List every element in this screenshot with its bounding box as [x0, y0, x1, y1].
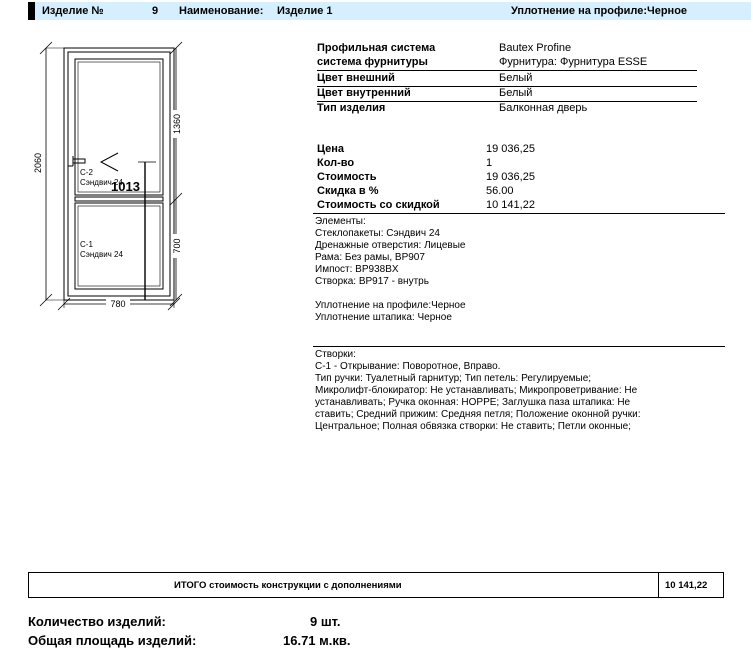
sashes-line: Створки: [315, 349, 356, 360]
spec-value-type: Балконная дверь [499, 102, 588, 114]
elements-line: Уплотнение штапика: Черное [315, 312, 452, 323]
elements-line: Рама: Без рамы, BP907 [315, 252, 425, 263]
spec-label-hardware: система фурнитуры [317, 56, 428, 68]
total-value: 10 141,22 [665, 580, 708, 591]
dim-height-total: 2060 [33, 152, 43, 174]
area-label: Общая площадь изделий: [28, 633, 197, 648]
count-label: Количество изделий: [28, 614, 166, 629]
item-name-label: Наименование: [179, 5, 264, 17]
qty-label: Кол-во [317, 157, 355, 169]
lower-sash-label: С-1 [80, 240, 93, 249]
area-value: 16.71 м.кв. [283, 633, 351, 648]
total-label: ИТОГО стоимость конструкции с дополнениями [174, 580, 402, 591]
sashes-line: устанавливать; Ручка оконная: HOPPE; Заглушка паза штапика: Не [315, 397, 631, 408]
elements-line: Импост: BP938BX [315, 264, 399, 275]
discount-value: 56.00 [486, 185, 514, 197]
elements-line: Створка: BP917 - внутрь [315, 276, 429, 287]
spec-value-hardware: Фурнитура: Фурнитура ESSE [499, 56, 648, 68]
sashes-line: Центральное; Полная обвязка створки: Не ставить; Петли оконные; [315, 421, 631, 432]
sashes-line: ставить; Средний прижим: Средняя петля; Положение оконной ручки: [315, 409, 641, 420]
price-value: 19 036,25 [486, 143, 535, 155]
item-name-value: Изделие 1 [277, 5, 333, 17]
discounted-cost-value: 10 141,22 [486, 199, 535, 211]
sashes-block [315, 349, 640, 433]
qty-value: 1 [486, 157, 493, 169]
sashes-line: С-1 - Открывание: Поворотное, Вправо. [315, 361, 501, 372]
sashes-line: Тип ручки: Туалетный гарнитур; Тип петель: Регулируемые; [315, 373, 592, 384]
spec-value-color-inner: Белый [499, 87, 533, 99]
dim-height-lower: 700 [172, 238, 182, 254]
handle-height-label: 1013 [111, 179, 140, 194]
upper-sash-label: С-2 [80, 168, 93, 177]
elements-line: Дренажные отверстия: Лицевые [315, 240, 466, 251]
elements-block [315, 216, 466, 324]
spec-label-type: Тип изделия [317, 102, 386, 114]
spec-value-profile: Bautex Profine [499, 42, 572, 54]
door-drawing [28, 38, 188, 313]
spec-label-profile: Профильная система [317, 42, 436, 54]
total-row [28, 572, 724, 598]
seal-header: Уплотнение на профиле:Черное [511, 5, 688, 17]
header-marker [28, 2, 35, 20]
dim-height-upper: 1360 [172, 113, 182, 135]
count-value: 9 шт. [310, 614, 341, 629]
upper-fill-label: Сэндвич 24 [80, 178, 123, 187]
spec-label-color-outer: Цвет внешний [317, 72, 395, 84]
item-number-label: Изделие № [42, 5, 104, 17]
discount-label: Скидка в % [317, 185, 379, 197]
lower-fill-label: Сэндвич 24 [80, 250, 123, 259]
sashes-line: Микролифт-блокиратор: Не устанавливать; Микропроветривание: Не [315, 385, 638, 396]
price-label: Цена [317, 143, 345, 155]
elements-line: Уплотнение на профиле:Черное [315, 300, 466, 311]
item-header-bar [28, 2, 751, 20]
spec-value-color-outer: Белый [499, 72, 533, 84]
item-number-value: 9 [152, 5, 159, 17]
spec-label-color-inner: Цвет внутренний [317, 87, 411, 99]
cost-label: Стоимость [317, 171, 377, 183]
elements-line: Элементы: [315, 216, 366, 227]
dim-width: 780 [110, 299, 126, 309]
discounted-cost-label: Стоимость со скидкой [317, 199, 440, 211]
elements-line: Стеклопакеты: Сэндвич 24 [315, 228, 440, 239]
cost-value: 19 036,25 [486, 171, 535, 183]
